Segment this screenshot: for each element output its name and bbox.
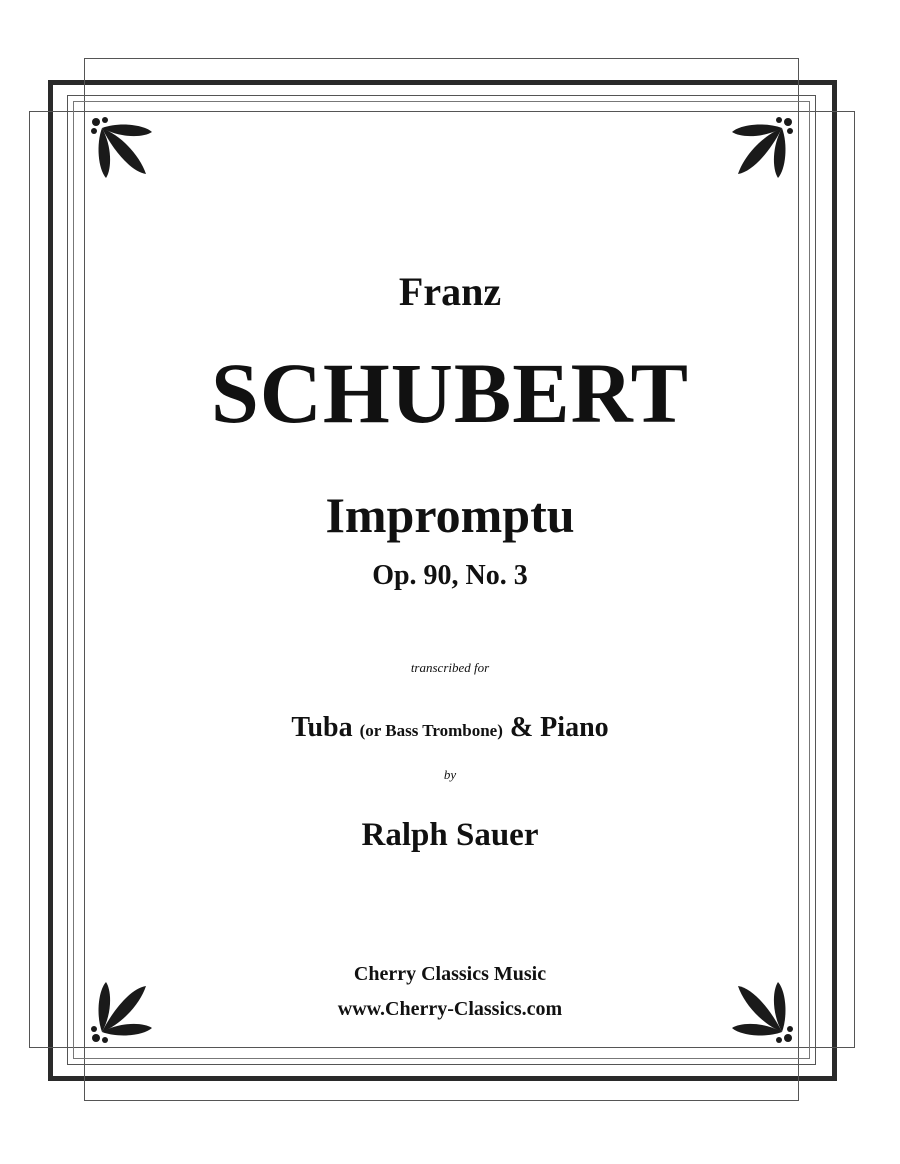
by-label: by bbox=[443, 767, 457, 782]
instrumentation bbox=[0, 712, 900, 744]
work-title: Impromptu bbox=[325, 487, 575, 543]
composer-last-name: SCHUBERT bbox=[210, 345, 690, 441]
transcribed-for-label: transcribed for bbox=[410, 660, 490, 675]
fleuron-icon bbox=[88, 114, 158, 184]
instrument-main: Tuba bbox=[291, 712, 353, 743]
publisher-name: Cherry Classics Music bbox=[353, 963, 547, 985]
instrument-alternative: (or Bass Trombone) bbox=[359, 721, 503, 740]
publisher-website: www.Cherry-Classics.com bbox=[337, 998, 563, 1020]
composer-first-name: Franz bbox=[398, 269, 502, 314]
fleuron-icon bbox=[726, 114, 796, 184]
instrument-accompaniment: & Piano bbox=[509, 712, 609, 743]
arranger-name: Ralph Sauer bbox=[361, 817, 539, 853]
opus-number: Op. 90, No. 3 bbox=[372, 560, 528, 591]
